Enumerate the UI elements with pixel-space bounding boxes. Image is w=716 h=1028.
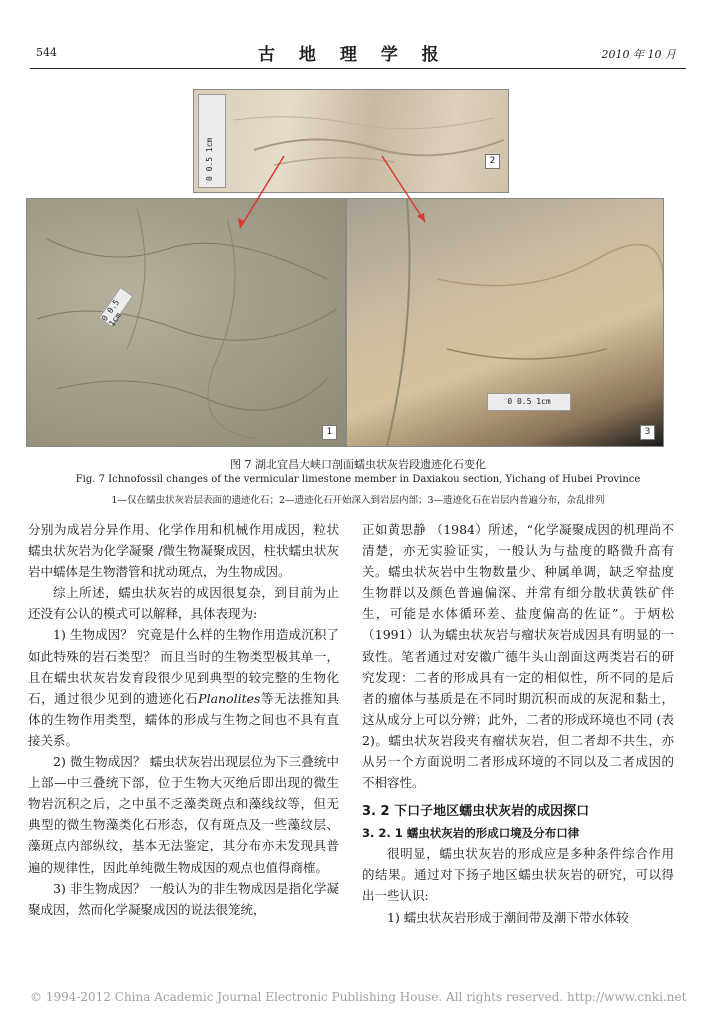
scale-bar: 0 0.5 1cm	[487, 393, 571, 411]
issue-date: 2010 年 10 月	[601, 48, 676, 61]
panel-number-3: 3	[640, 425, 655, 440]
paragraph: 综上所述，蠕虫状灰岩的成因很复杂，到目前为止还没有公认的模式可以解释，具体表现为:	[28, 585, 339, 622]
scale-label: 0 0.5 1cm	[99, 287, 134, 327]
right-column	[362, 519, 674, 928]
paragraph: 很明显，蠕虫状灰岩的形成应是多种条件综合作用的结果。通过对下扬子地区蠕虫状灰岩的研究，可以得出一些认识:	[362, 846, 674, 904]
panel-number-1: 1	[322, 425, 337, 440]
figure-caption-cn: 图 7 湖北宜昌大峡口剖面蠕虫状灰岩段遗迹化石变化	[230, 458, 486, 471]
panel-number-2: 2	[485, 154, 500, 169]
copyright-footer: © 1994-2012 China Academic Journal Electronic Publishing House. All rights reserved. http://www.cnki.net	[30, 990, 687, 1004]
paragraph: 1) 生物成因？ 究竟是什么样的生物作用造成沉积了如此特殊的岩石类型？ 而且当时的生物类型极其单一，且在蠕虫状灰岩发育段很少见到典型的较完整的生物化石，通过很少见到的遗迹化石Planolites等无法推知具体的生物作用类型，蠕体的形成与生物之间也不具有直接关系。	[28, 627, 339, 748]
paragraph: 1) 蠕虫状灰岩形成于潮间带及潮下带水体较	[387, 909, 629, 925]
section-heading: 3. 2 下口子地区蠕虫状灰岩的成因探口	[362, 804, 590, 820]
paragraph: 2) 微生物成因？ 蠕虫状灰岩出现层位为下三叠统中上部—中三叠统下部，位于生物大灭绝后即出现的微生物岩沉积之后，之中虽不乏藻类斑点和藻线纹等，但无典型的微生物藻类化石形态，仅有斑点及一些藻纹层、藻斑点内部纵纹，基本无法鉴定，其分布亦未发现具普遍的规律性，因此单纯微生物成因的观点也值得商榷。	[28, 754, 339, 875]
scale-bar: 0 0.5 1cm	[198, 94, 226, 188]
figure-caption-en: Fig. 7 Ichnofossil changes of the vermicular limestone member in Daxiakou section, Yichang of Hubei Province	[75, 474, 641, 485]
paragraph: 分别为成岩分异作用、化学作用和机械作用成因，粒状蠕虫状灰岩为化学凝聚 /微生物凝聚成因，柱状蠕虫状灰岩中蠕体是生物潜管和扰动斑点，为生物成因。	[28, 522, 339, 580]
red-arrows	[0, 0, 716, 460]
subsection-heading: 3. 2. 1 蠕虫状灰岩的形成口境及分布口律	[362, 826, 580, 841]
journal-title: 古 地 理 学 报	[258, 45, 448, 65]
left-column	[28, 519, 339, 920]
paragraph: 正如黄思静 （1984）所述，“化学凝聚成因的机理尚不清楚，亦无实验证实，一般认为与盐度的略微升高有关。蠕虫状灰岩中生物数量少、种属单调，缺乏窄盐度生物群以及颜色普遍偏深、并常有细分散状黄铁矿伴生，可能是水体循环差、盐度偏高的佐证”。于炳松 （1991）认为蠕虫状灰岩与瘤状灰岩成因具有明显的一致性。笔者通过对安徽广德牛头山剖面这两类岩石的研究发现：二者的形成具有一定的相似性，所不同的是后者的瘤体与基质是在不同时期沉积而成的灰泥和黏土，这从成分上可以分辨；此外，二者的形成环境也不同 (表 2)。蠕虫状灰岩段夹有瘤状灰岩，但二者却不共生，亦从另一个方面说明二者形成环境的不同以及二者成因的不相容性。	[362, 522, 674, 791]
paragraph: 3) 非生物成因？ 一般认为的非生物成因是指化学凝聚成因，然而化学凝聚成因的说法很笼统，	[28, 880, 339, 917]
genus-name: Planolites	[198, 690, 261, 706]
page-number: 544	[36, 46, 57, 59]
figure-caption-note: 1—仅在蠕虫状灰岩层表面的遗迹化石；2—遗迹化石开始深入到岩层内部；3—遗迹化石在岩层内普遍分布，杂乱排列	[111, 495, 605, 506]
